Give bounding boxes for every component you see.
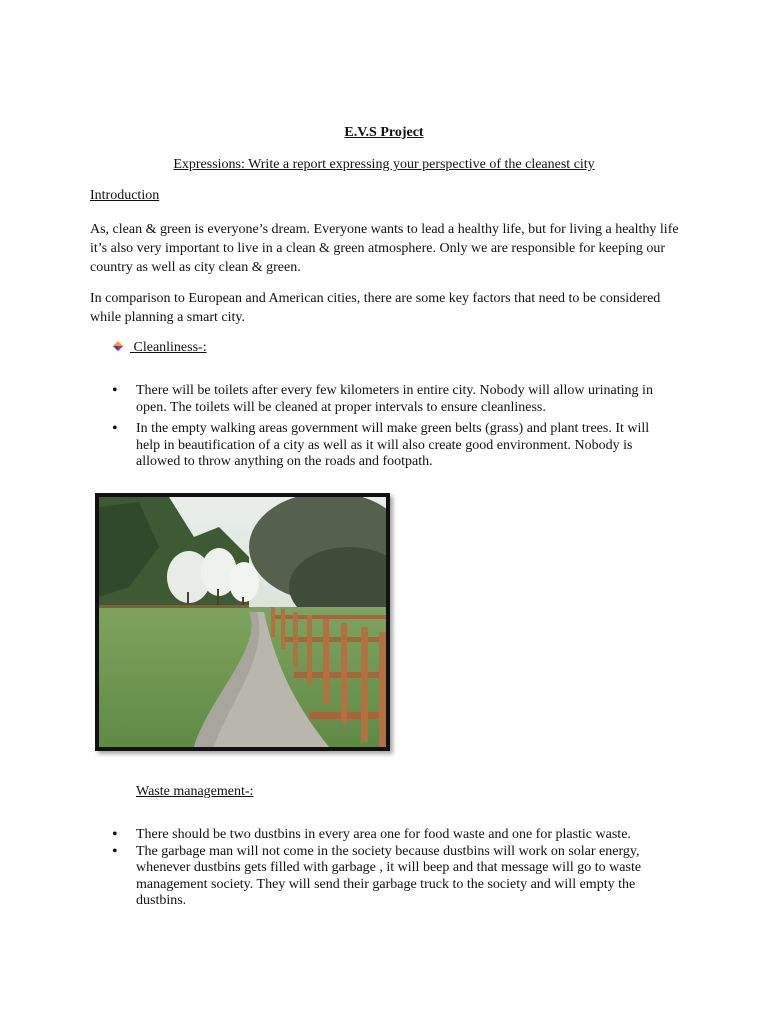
list-item: • In the empty walking areas government will make green belts (grass) and plant trees. It will help in beautification of a city as well as it will also create good environment. Nobody is allowed to throw anything on the roads and footpath.: [110, 421, 675, 471]
list-item: • There should be two dustbins in every area one for food waste and one for plastic waste.: [110, 827, 675, 844]
introduction-heading: Introduction: [90, 188, 160, 203]
document-title: E.V.S Project: [344, 125, 424, 140]
park-path-image: [99, 497, 386, 747]
cleanliness-list: [110, 383, 675, 476]
waste-management-list: [110, 827, 675, 915]
list-item: • The garbage man will not come in the society because dustbins will work on solar energy, whenever dustbins gets filled with garbage , it will beep and that message will go to waste management society. They will send their garbage truck to the society and will empty the dustbins.: [110, 844, 675, 910]
document-subtitle: Expressions: Write a report expressing your perspective of the cleanest city: [173, 157, 595, 172]
cleanliness-heading: [112, 340, 207, 356]
list-item: • There will be toilets after every few kilometers in entire city. Nobody will allow urinating in open. The toilets will be cleaned at proper intervals to ensure cleanliness.: [110, 383, 675, 416]
park-path-photo: [95, 493, 390, 751]
cleanliness-heading-label: Cleanliness-:: [130, 340, 207, 355]
intro-paragraph-1: As, clean & green is everyone’s dream. Everyone wants to lead a healthy life, but for living a healthy life it’s also very important to live in a clean & green atmosphere. Only we are responsible for keeping our country as well as city clean & green.: [90, 222, 679, 275]
waste-management-heading: Waste management-:: [136, 784, 254, 799]
intro-paragraph-2: In comparison to European and American cities, there are some key factors that need to be considered while planning a smart city.: [90, 291, 661, 325]
diamond-bullet-icon: [112, 340, 124, 352]
